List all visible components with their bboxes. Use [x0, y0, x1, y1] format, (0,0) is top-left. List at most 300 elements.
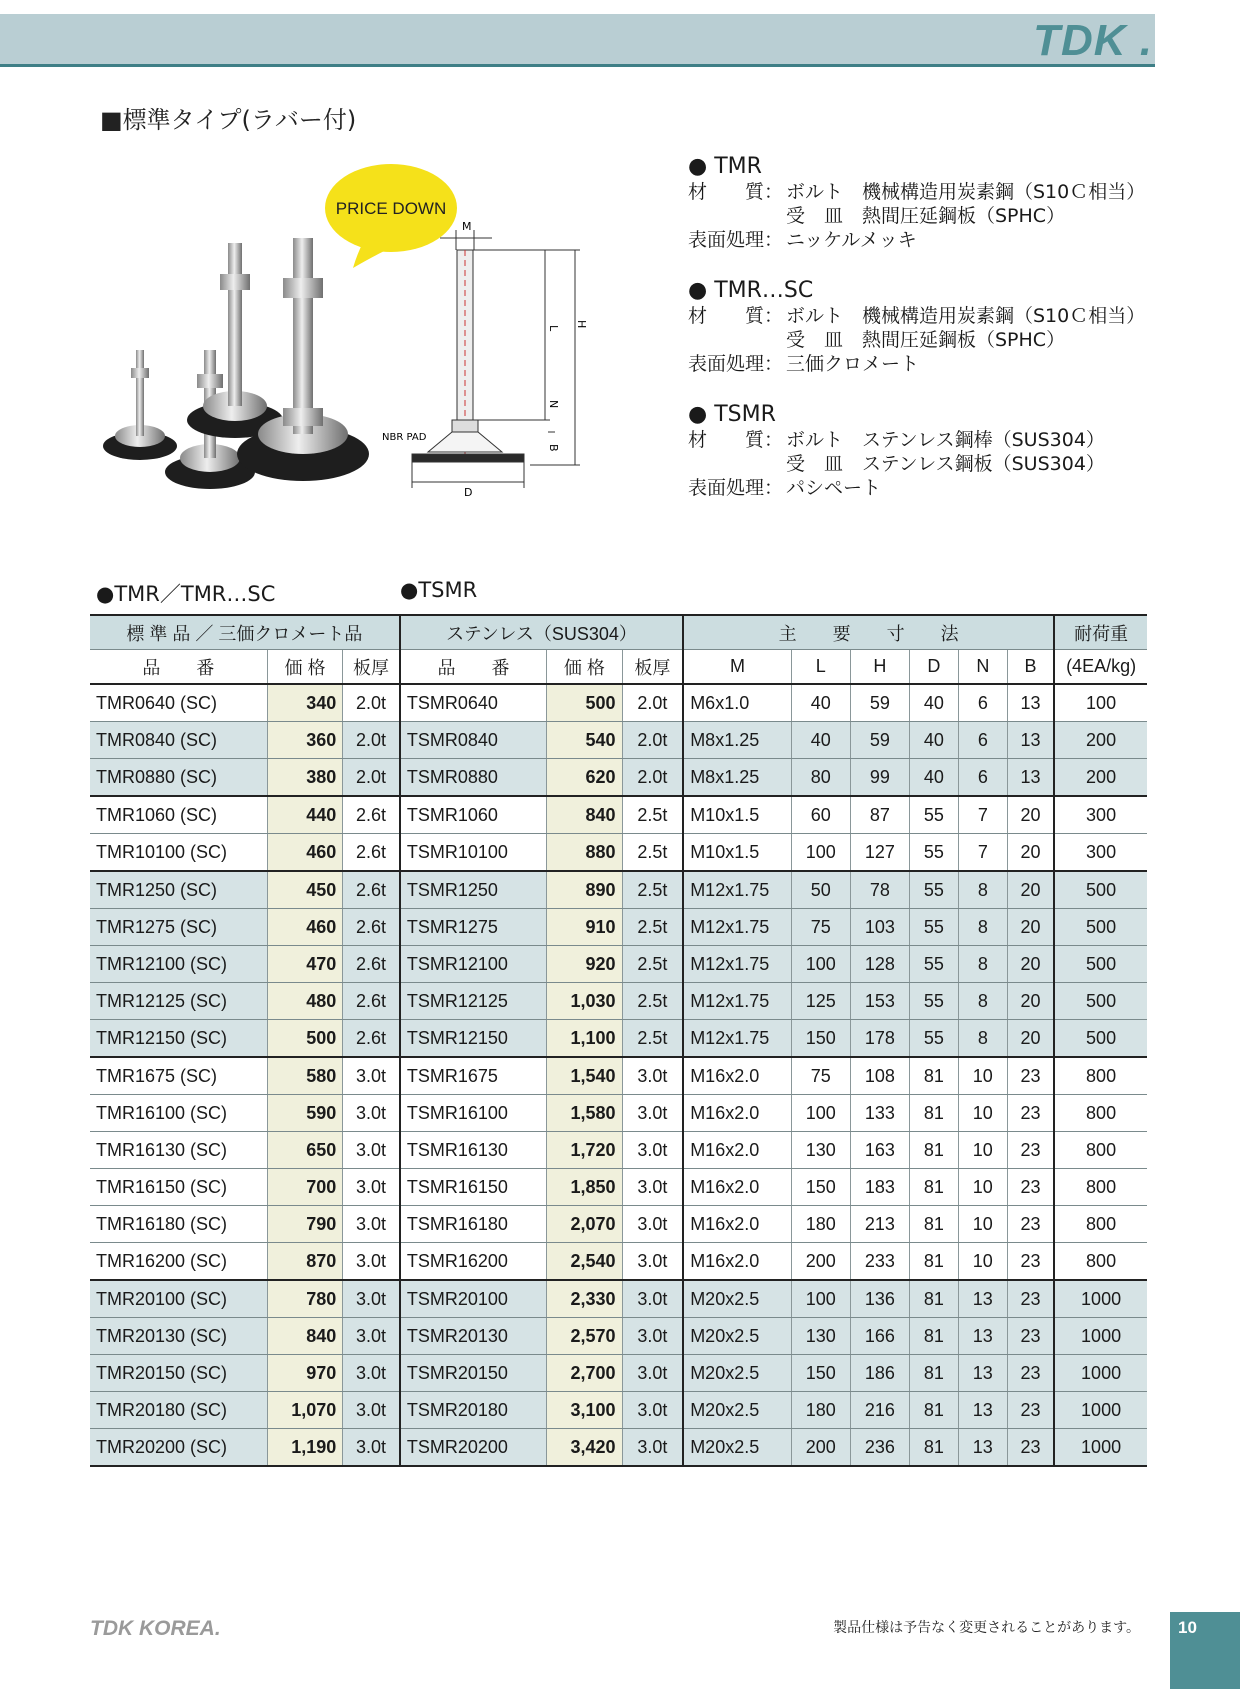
dim-b-cell: 23 — [1007, 1318, 1054, 1355]
price-cell: 870 — [267, 1243, 342, 1281]
load-cell: 500 — [1054, 871, 1147, 909]
price-sus-cell: 540 — [547, 722, 622, 759]
dim-l-cell: 100 — [791, 1280, 850, 1318]
table-row — [90, 1280, 1147, 1318]
load-cell: 500 — [1054, 983, 1147, 1020]
thickness-cell: 3.0t — [343, 1206, 400, 1243]
dim-d-cell: 40 — [909, 722, 958, 759]
dim-m-cell: M8x1.25 — [683, 722, 791, 759]
thickness-sus-cell: 2.0t — [622, 722, 683, 759]
part-number-cell: TMR1250 (SC) — [90, 871, 267, 909]
price-sus-cell: 2,330 — [547, 1280, 622, 1318]
footer-note: 製品仕様は予告なく変更されることがあります。 — [833, 1620, 1140, 1636]
dim-h-cell: 213 — [850, 1206, 909, 1243]
dim-b-cell: 20 — [1007, 909, 1054, 946]
thickness-cell: 3.0t — [343, 1392, 400, 1429]
part-number-sus-cell: TSMR1675 — [400, 1057, 547, 1095]
dim-l-cell: 40 — [791, 722, 850, 759]
dim-b-cell: 13 — [1007, 722, 1054, 759]
part-number-cell: TMR0880 (SC) — [90, 759, 267, 797]
part-number-sus-cell: TSMR1250 — [400, 871, 547, 909]
dim-l-cell: 150 — [791, 1169, 850, 1206]
load-cell: 800 — [1054, 1132, 1147, 1169]
header-dimensions: 主 要 寸 法 — [683, 615, 1054, 650]
table-row — [90, 1020, 1147, 1058]
dim-b-cell: 20 — [1007, 796, 1054, 834]
dim-h-cell: 78 — [850, 871, 909, 909]
spec-label: 材 質： — [688, 181, 784, 203]
dim-n-cell: 13 — [958, 1355, 1007, 1392]
table-row — [90, 684, 1147, 722]
thickness-sus-cell: 3.0t — [622, 1206, 683, 1243]
load-cell: 300 — [1054, 796, 1147, 834]
dim-d-cell: 81 — [909, 1280, 958, 1318]
thickness-sus-cell: 2.5t — [622, 796, 683, 834]
table-row — [90, 1355, 1147, 1392]
brand-logo: TDK . — [1033, 16, 1153, 65]
load-cell: 800 — [1054, 1243, 1147, 1281]
dim-h-cell: 178 — [850, 1020, 909, 1058]
thickness-sus-cell: 3.0t — [622, 1243, 683, 1281]
dim-d-cell: 81 — [909, 1355, 958, 1392]
spec-title: ● TSMR — [688, 402, 776, 427]
dim-d-cell: 81 — [909, 1132, 958, 1169]
dim-d-cell: 81 — [909, 1318, 958, 1355]
part-number-cell: TMR16100 (SC) — [90, 1095, 267, 1132]
header-standard: 標 準 品 ／ 三価クロメート品 — [90, 615, 400, 650]
dim-l-cell: 130 — [791, 1132, 850, 1169]
dim-d-cell: 55 — [909, 1020, 958, 1058]
part-number-sus-cell: TSMR1275 — [400, 909, 547, 946]
dim-n-cell: 10 — [958, 1243, 1007, 1281]
dim-d-cell: 81 — [909, 1057, 958, 1095]
dim-h-cell: 163 — [850, 1132, 909, 1169]
dim-m-cell: M12x1.75 — [683, 1020, 791, 1058]
thickness-sus-cell: 2.0t — [622, 684, 683, 722]
header-stainless: ステンレス（SUS304） — [400, 615, 683, 650]
thickness-cell: 3.0t — [343, 1057, 400, 1095]
dim-m-cell: M10x1.5 — [683, 834, 791, 872]
load-cell: 800 — [1054, 1169, 1147, 1206]
spec-text: ボルト 機械構造用炭素鋼（S10Ｃ相当） — [786, 305, 1146, 327]
col-b: B — [1007, 650, 1054, 685]
price-sus-cell: 2,540 — [547, 1243, 622, 1281]
spec-label — [688, 328, 786, 352]
load-cell: 800 — [1054, 1206, 1147, 1243]
thickness-sus-cell: 2.5t — [622, 834, 683, 872]
price-cell: 380 — [267, 759, 342, 797]
load-cell: 800 — [1054, 1095, 1147, 1132]
price-cell: 470 — [267, 946, 342, 983]
part-number-cell: TMR16200 (SC) — [90, 1243, 267, 1281]
dim-b-cell: 23 — [1007, 1392, 1054, 1429]
dim-l-cell: 80 — [791, 759, 850, 797]
dim-h-cell: 127 — [850, 834, 909, 872]
dim-b-cell: 20 — [1007, 1020, 1054, 1058]
footer-brand: TDK KOREA. — [90, 1617, 221, 1640]
price-sus-cell: 880 — [547, 834, 622, 872]
dim-d-cell: 81 — [909, 1429, 958, 1467]
load-cell: 200 — [1054, 759, 1147, 797]
part-number-sus-cell: TSMR16130 — [400, 1132, 547, 1169]
price-cell: 970 — [267, 1355, 342, 1392]
col-n: N — [958, 650, 1007, 685]
dim-n-cell: 6 — [958, 759, 1007, 797]
header-load: 耐荷重 — [1054, 615, 1147, 650]
price-cell: 460 — [267, 834, 342, 872]
part-number-sus-cell: TSMR16180 — [400, 1206, 547, 1243]
dim-h-cell: 236 — [850, 1429, 909, 1467]
dim-m-cell: M20x2.5 — [683, 1429, 791, 1467]
dim-b-cell: 20 — [1007, 871, 1054, 909]
table-row — [90, 1429, 1147, 1467]
dim-b-cell: 23 — [1007, 1057, 1054, 1095]
load-cell: 200 — [1054, 722, 1147, 759]
spec-text: パシペート — [786, 477, 882, 499]
price-cell: 790 — [267, 1206, 342, 1243]
thickness-cell: 2.0t — [343, 759, 400, 797]
dim-d-cell: 40 — [909, 684, 958, 722]
spec-label — [688, 452, 786, 476]
price-cell: 480 — [267, 983, 342, 1020]
spec-title: ● TMR — [688, 154, 762, 179]
page-number: 10 — [1170, 1612, 1240, 1689]
spec-label: 表面処理： — [688, 229, 784, 251]
dim-d-cell: 55 — [909, 909, 958, 946]
dim-m-cell: M10x1.5 — [683, 796, 791, 834]
dim-b-cell: 13 — [1007, 684, 1054, 722]
dim-b-label: B — [547, 444, 560, 452]
price-sus-cell: 890 — [547, 871, 622, 909]
part-number-sus-cell: TSMR16100 — [400, 1095, 547, 1132]
dim-n-cell: 10 — [958, 1095, 1007, 1132]
dim-d-cell: 81 — [909, 1095, 958, 1132]
price-sus-cell: 1,850 — [547, 1169, 622, 1206]
dim-n-label: N — [547, 400, 560, 409]
thickness-cell: 2.6t — [343, 1020, 400, 1058]
thickness-cell: 3.0t — [343, 1355, 400, 1392]
dim-b-cell: 23 — [1007, 1206, 1054, 1243]
dim-l-cell: 100 — [791, 946, 850, 983]
load-cell: 800 — [1054, 1057, 1147, 1095]
dim-l-cell: 200 — [791, 1429, 850, 1467]
dim-m-cell: M20x2.5 — [683, 1280, 791, 1318]
spec-text: 受 皿 熱間圧延鋼板（SPHC） — [786, 205, 1066, 227]
table-row — [90, 1095, 1147, 1132]
dim-d-cell: 81 — [909, 1206, 958, 1243]
price-sus-cell: 3,100 — [547, 1392, 622, 1429]
dim-l-cell: 50 — [791, 871, 850, 909]
dim-m-cell: M16x2.0 — [683, 1206, 791, 1243]
thickness-cell: 2.6t — [343, 834, 400, 872]
part-number-sus-cell: TSMR20150 — [400, 1355, 547, 1392]
section-title: ■標準タイプ(ラバー付) — [100, 106, 357, 134]
price-cell: 460 — [267, 909, 342, 946]
price-sus-cell: 910 — [547, 909, 622, 946]
dim-d-cell: 81 — [909, 1169, 958, 1206]
load-cell: 500 — [1054, 909, 1147, 946]
part-number-cell: TMR1675 (SC) — [90, 1057, 267, 1095]
thickness-cell: 3.0t — [343, 1243, 400, 1281]
load-cell: 100 — [1054, 684, 1147, 722]
dim-b-cell: 13 — [1007, 759, 1054, 797]
part-number-cell: TMR16150 (SC) — [90, 1169, 267, 1206]
part-number-sus-cell: TSMR1060 — [400, 796, 547, 834]
part-number-sus-cell: TSMR0880 — [400, 759, 547, 797]
part-number-cell: TMR1060 (SC) — [90, 796, 267, 834]
table-row — [90, 946, 1147, 983]
part-number-sus-cell: TSMR12125 — [400, 983, 547, 1020]
price-cell: 450 — [267, 871, 342, 909]
dim-h-cell: 59 — [850, 684, 909, 722]
spec-tmr — [688, 154, 1168, 252]
dim-m-label: M — [462, 220, 472, 233]
thickness-sus-cell: 3.0t — [622, 1355, 683, 1392]
col-h: H — [850, 650, 909, 685]
dim-n-cell: 10 — [958, 1206, 1007, 1243]
thickness-sus-cell: 3.0t — [622, 1169, 683, 1206]
part-number-cell: TMR1275 (SC) — [90, 909, 267, 946]
part-number-cell: TMR20180 (SC) — [90, 1392, 267, 1429]
dim-d-cell: 55 — [909, 796, 958, 834]
load-cell: 1000 — [1054, 1429, 1147, 1467]
spec-tsmr — [688, 402, 1168, 500]
dim-m-cell: M16x2.0 — [683, 1057, 791, 1095]
table-row — [90, 796, 1147, 834]
price-sus-cell: 2,570 — [547, 1318, 622, 1355]
spec-label: 材 質： — [688, 429, 784, 451]
dim-n-cell: 7 — [958, 796, 1007, 834]
price-sus-cell: 2,700 — [547, 1355, 622, 1392]
thickness-sus-cell: 2.5t — [622, 983, 683, 1020]
spec-label — [688, 204, 786, 228]
load-cell: 1000 — [1054, 1392, 1147, 1429]
dim-d-cell: 55 — [909, 946, 958, 983]
dim-n-cell: 10 — [958, 1057, 1007, 1095]
price-cell: 440 — [267, 796, 342, 834]
table-row — [90, 759, 1147, 797]
dim-l-label: L — [547, 325, 560, 332]
dim-n-cell: 13 — [958, 1429, 1007, 1467]
load-cell: 500 — [1054, 1020, 1147, 1058]
price-cell: 590 — [267, 1095, 342, 1132]
part-number-cell: TMR20200 (SC) — [90, 1429, 267, 1467]
thickness-cell: 3.0t — [343, 1280, 400, 1318]
price-sus-cell: 840 — [547, 796, 622, 834]
thickness-cell: 3.0t — [343, 1429, 400, 1467]
thickness-sus-cell: 3.0t — [622, 1280, 683, 1318]
dim-n-cell: 13 — [958, 1392, 1007, 1429]
part-number-sus-cell: TSMR0640 — [400, 684, 547, 722]
col-d: D — [909, 650, 958, 685]
price-cell: 360 — [267, 722, 342, 759]
thickness-sus-cell: 3.0t — [622, 1429, 683, 1467]
col-price: 価 格 — [267, 650, 342, 685]
price-cell: 1,070 — [267, 1392, 342, 1429]
dim-l-cell: 180 — [791, 1392, 850, 1429]
load-cell: 1000 — [1054, 1280, 1147, 1318]
dim-b-cell: 23 — [1007, 1132, 1054, 1169]
dim-n-cell: 13 — [958, 1280, 1007, 1318]
part-number-cell: TMR16130 (SC) — [90, 1132, 267, 1169]
dim-n-cell: 8 — [958, 871, 1007, 909]
dim-d-label: D — [464, 486, 473, 499]
dim-n-cell: 6 — [958, 722, 1007, 759]
dim-d-cell: 81 — [909, 1392, 958, 1429]
load-cell: 1000 — [1054, 1355, 1147, 1392]
dim-m-cell: M6x1.0 — [683, 684, 791, 722]
table-row — [90, 1206, 1147, 1243]
part-number-sus-cell: TSMR20180 — [400, 1392, 547, 1429]
part-number-cell: TMR12100 (SC) — [90, 946, 267, 983]
part-number-sus-cell: TSMR12150 — [400, 1020, 547, 1058]
table-row — [90, 1057, 1147, 1095]
dim-n-cell: 8 — [958, 909, 1007, 946]
dim-h-label: H — [575, 320, 588, 329]
price-sus-cell: 920 — [547, 946, 622, 983]
thickness-sus-cell: 2.0t — [622, 759, 683, 797]
dim-h-cell: 166 — [850, 1318, 909, 1355]
dim-h-cell: 233 — [850, 1243, 909, 1281]
spec-text: 受 皿 ステンレス鋼板（SUS304） — [786, 453, 1105, 475]
part-number-sus-cell: TSMR0840 — [400, 722, 547, 759]
dim-l-cell: 200 — [791, 1243, 850, 1281]
dim-l-cell: 40 — [791, 684, 850, 722]
col-part-number-sus: 品 番 — [400, 650, 547, 685]
price-sus-cell: 3,420 — [547, 1429, 622, 1467]
thickness-sus-cell: 2.5t — [622, 946, 683, 983]
price-cell: 840 — [267, 1318, 342, 1355]
dimension-diagram — [380, 220, 620, 510]
load-cell: 500 — [1054, 946, 1147, 983]
dim-b-cell: 20 — [1007, 834, 1054, 872]
part-number-cell: TMR12150 (SC) — [90, 1020, 267, 1058]
dim-h-cell: 87 — [850, 796, 909, 834]
part-number-cell: TMR0840 (SC) — [90, 722, 267, 759]
price-sus-cell: 500 — [547, 684, 622, 722]
dim-m-cell: M12x1.75 — [683, 909, 791, 946]
thickness-sus-cell: 3.0t — [622, 1095, 683, 1132]
dim-n-cell: 8 — [958, 1020, 1007, 1058]
dim-b-cell: 20 — [1007, 983, 1054, 1020]
table-row — [90, 1243, 1147, 1281]
thickness-sus-cell: 3.0t — [622, 1318, 683, 1355]
spec-text: 三価クロメート — [786, 353, 920, 375]
thickness-cell: 3.0t — [343, 1095, 400, 1132]
spec-label: 材 質： — [688, 305, 784, 327]
dim-m-cell: M20x2.5 — [683, 1318, 791, 1355]
dim-n-cell: 7 — [958, 834, 1007, 872]
dim-h-cell: 186 — [850, 1355, 909, 1392]
col-thickness-sus: 板厚 — [622, 650, 683, 685]
dim-d-cell: 55 — [909, 871, 958, 909]
part-number-sus-cell: TSMR16200 — [400, 1243, 547, 1281]
price-down-badge: PRICE DOWN — [335, 199, 447, 218]
dim-h-cell: 108 — [850, 1057, 909, 1095]
dim-d-cell: 55 — [909, 983, 958, 1020]
spec-text: ニッケルメッキ — [786, 229, 917, 251]
dim-b-cell: 20 — [1007, 946, 1054, 983]
table-title-right: ●TSMR — [400, 578, 478, 602]
table-row — [90, 1132, 1147, 1169]
dim-l-cell: 75 — [791, 1057, 850, 1095]
dim-m-cell: M12x1.75 — [683, 946, 791, 983]
table-row — [90, 1392, 1147, 1429]
dim-d-cell: 81 — [909, 1243, 958, 1281]
price-cell: 700 — [267, 1169, 342, 1206]
dim-d-cell: 55 — [909, 834, 958, 872]
dim-n-cell: 6 — [958, 684, 1007, 722]
dim-h-cell: 133 — [850, 1095, 909, 1132]
price-cell: 780 — [267, 1280, 342, 1318]
price-sus-cell: 1,720 — [547, 1132, 622, 1169]
part-number-sus-cell: TSMR12100 — [400, 946, 547, 983]
thickness-sus-cell: 2.5t — [622, 1020, 683, 1058]
price-sus-cell: 1,580 — [547, 1095, 622, 1132]
col-thickness: 板厚 — [343, 650, 400, 685]
price-table — [90, 614, 1147, 1467]
price-sus-cell: 1,100 — [547, 1020, 622, 1058]
part-number-sus-cell: TSMR20200 — [400, 1429, 547, 1467]
col-load: (4EA/kg) — [1054, 650, 1147, 685]
part-number-cell: TMR20130 (SC) — [90, 1318, 267, 1355]
table-row — [90, 834, 1147, 872]
dim-l-cell: 130 — [791, 1318, 850, 1355]
dim-m-cell: M12x1.75 — [683, 871, 791, 909]
price-sus-cell: 2,070 — [547, 1206, 622, 1243]
part-number-cell: TMR12125 (SC) — [90, 983, 267, 1020]
dim-m-cell: M20x2.5 — [683, 1355, 791, 1392]
price-cell: 340 — [267, 684, 342, 722]
dim-h-cell: 216 — [850, 1392, 909, 1429]
table-body — [90, 684, 1147, 1466]
thickness-cell: 2.6t — [343, 909, 400, 946]
dim-h-cell: 59 — [850, 722, 909, 759]
dim-l-cell: 100 — [791, 834, 850, 872]
dim-h-cell: 183 — [850, 1169, 909, 1206]
dim-m-cell: M12x1.75 — [683, 983, 791, 1020]
part-number-sus-cell: TSMR16150 — [400, 1169, 547, 1206]
thickness-cell: 2.6t — [343, 796, 400, 834]
thickness-sus-cell: 3.0t — [622, 1057, 683, 1095]
table-row — [90, 983, 1147, 1020]
part-number-cell: TMR0640 (SC) — [90, 684, 267, 722]
spec-tmr-sc — [688, 278, 1168, 376]
price-cell: 1,190 — [267, 1429, 342, 1467]
dim-m-cell: M16x2.0 — [683, 1169, 791, 1206]
col-part-number: 品 番 — [90, 650, 267, 685]
part-number-sus-cell: TSMR20100 — [400, 1280, 547, 1318]
table-row — [90, 1169, 1147, 1206]
thickness-sus-cell: 3.0t — [622, 1132, 683, 1169]
part-number-sus-cell: TSMR20130 — [400, 1318, 547, 1355]
spec-text: ボルト ステンレス鋼棒（SUS304） — [786, 429, 1105, 451]
dim-l-cell: 100 — [791, 1095, 850, 1132]
dim-m-cell: M8x1.25 — [683, 759, 791, 797]
thickness-cell: 3.0t — [343, 1318, 400, 1355]
dim-m-cell: M16x2.0 — [683, 1132, 791, 1169]
dim-b-cell: 23 — [1007, 1429, 1054, 1467]
load-cell: 300 — [1054, 834, 1147, 872]
dim-h-cell: 136 — [850, 1280, 909, 1318]
spec-text: 受 皿 熱間圧延鋼板（SPHC） — [786, 329, 1066, 351]
dim-h-cell: 103 — [850, 909, 909, 946]
price-cell: 580 — [267, 1057, 342, 1095]
spec-label: 表面処理： — [688, 353, 784, 375]
dim-m-cell: M16x2.0 — [683, 1243, 791, 1281]
price-sus-cell: 1,540 — [547, 1057, 622, 1095]
dim-b-cell: 23 — [1007, 1169, 1054, 1206]
